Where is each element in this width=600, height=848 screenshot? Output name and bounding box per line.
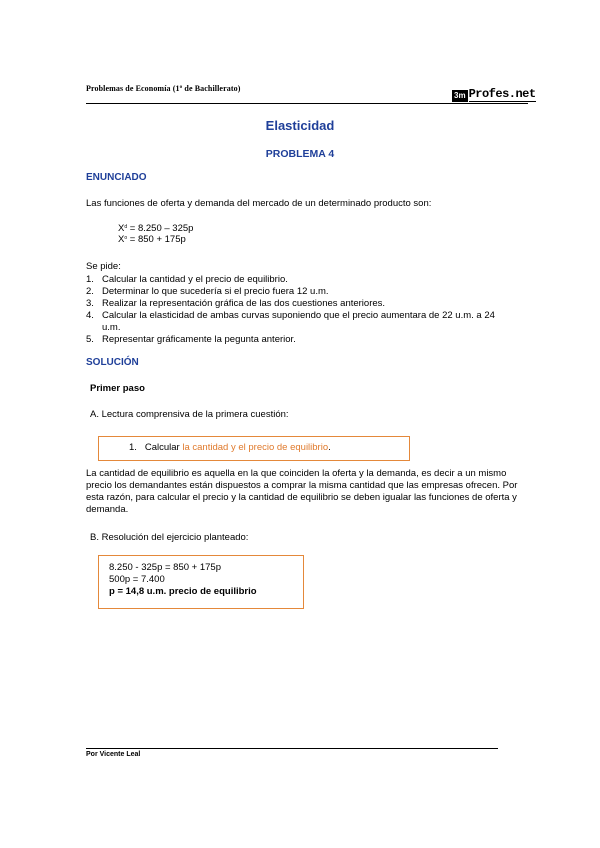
se-pide-label: Se pide: <box>86 261 121 272</box>
header-title: Problemas de Economía (1º de Bachillerato) <box>86 84 241 93</box>
enunciado-intro: Las funciones de oferta y demanda del mercado de un determinado producto son: <box>86 198 432 209</box>
explanation-paragraph: La cantidad de equilibrio es aquella en la que coinciden la oferta y la demanda, es decir a un mismo precio los demandantes están dispuestos a comprar la misma cantidad que las empresas ofrecen. Por esta razón, para calcular el precio y la cantidad de equilibrio se deben igualar las funciones de oferta y demanda. <box>86 468 518 515</box>
step-b-label: B. Resolución del ejercicio planteado: <box>90 532 249 543</box>
list-item: 1. Calcular la cantidad y el precio de equilibrio. <box>86 274 288 285</box>
list-item: 5. Representar gráficamente la pegunta anterior. <box>86 334 296 345</box>
step-a-label: A. Lectura comprensiva de la primera cuestión: <box>90 409 289 420</box>
list-item: 4. Calcular la elasticidad de ambas curvas suponiendo que el precio aumentara de 22 u.m. a 24 u.m. <box>86 310 495 333</box>
solution-box <box>98 555 304 609</box>
list-item: 2. Determinar lo que sucedería si el precio fuera 12 u.m. <box>86 286 329 297</box>
solution-line-3: p = 14,8 u.m. precio de equilibrio <box>109 586 257 597</box>
supply-equation <box>118 234 186 245</box>
solucion-heading: SOLUCIÓN <box>86 357 139 368</box>
page-title: Elasticidad <box>265 118 335 133</box>
profes-net-logo <box>452 84 536 102</box>
eq1-rest: = 8.250 – 325p <box>127 223 194 234</box>
demand-equation <box>118 223 193 234</box>
logo-mark: 3m <box>454 91 466 100</box>
eq1-sup: d <box>124 224 128 230</box>
footer-author: Por Vicente Leal <box>86 751 141 758</box>
list-item: 3. Realizar la representación gráfica de las dos cuestiones anteriores. <box>86 298 386 309</box>
primer-paso-heading: Primer paso <box>90 383 145 394</box>
logo-text: Profes.net <box>468 87 536 101</box>
eq1-base: X <box>118 223 125 234</box>
eq2-sup: o <box>124 235 128 241</box>
eq2-base: X <box>118 234 125 245</box>
problem-label: PROBLEMA 4 <box>265 148 335 160</box>
solution-lines <box>109 562 257 598</box>
question-box-text: 1. Calcular la cantidad y el precio de equilibrio. <box>129 442 331 453</box>
highlighted-text: la cantidad y el precio de equilibrio <box>182 442 329 453</box>
question-list <box>86 274 516 346</box>
eq2-rest: = 850 + 175p <box>127 234 186 245</box>
enunciado-heading: ENUNCIADO <box>86 172 147 183</box>
header-rule <box>86 103 528 104</box>
question-box <box>98 436 410 461</box>
solution-line-2: 500p = 7.400 <box>109 574 165 585</box>
footer-rule <box>86 748 498 749</box>
solution-line-1: 8.250 - 325p = 850 + 175p <box>109 562 221 573</box>
